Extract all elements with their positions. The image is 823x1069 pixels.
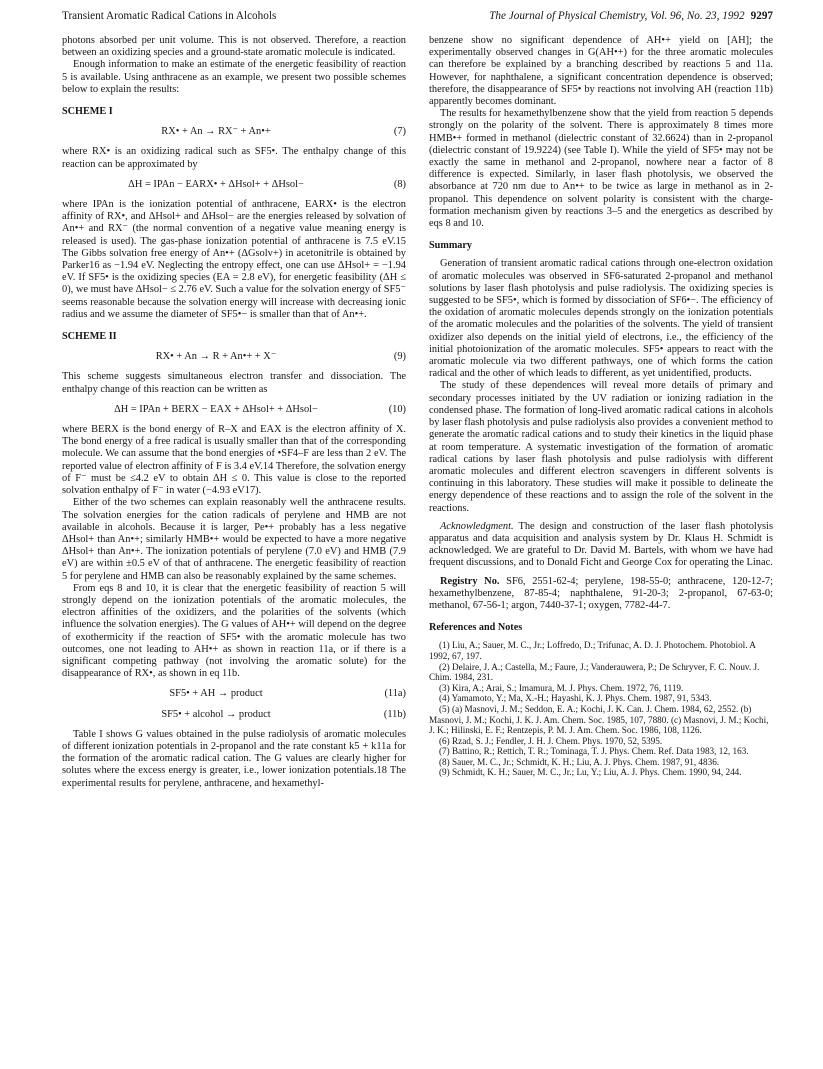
left-column	[62, 35, 406, 790]
reference-item: (3) Kira, A.; Arai, S.; Imamura, M. J. Phys. Chem. 1972, 76, 1119.	[439, 682, 684, 693]
paragraph: Table I shows G values obtained in the pulse radiolysis of aromatic molecules of different ionization potentials in 2-propanol and the rate constant k5 + k11a for the formation of the aromatic radical cation. The G values are clearly higher for solutes where the excess energy is greater, i.e., lower ionization potentials.18 The experimental results for perylene, anthracene, and hexamethyl-	[62, 728, 406, 789]
summary-heading: Summary	[429, 240, 473, 252]
running-header	[62, 10, 773, 28]
scheme-heading: SCHEME II	[62, 331, 117, 343]
equation	[62, 404, 406, 416]
scheme-heading: SCHEME I	[62, 106, 113, 118]
equation-body: ΔH = IPAn + BERX − EAX + ΔHsol+ + ΔHsol−	[114, 403, 318, 415]
paragraph: where IPAn is the ionization potential of anthracene, EARX• is the electron affinity of RX•, and ΔHsol+ and ΔHsol− are the energies released by solvation of An•+ and RX⁻ (the normal convention of a negative value meaning energy is released is used). The gas-phase ionization potential of anthracene is 7.5 eV.15 The Gibbs solvation free energy of An•+ (ΔGsolv+) in acetonitrile is obtained by Parker16 as −1.94 eV. Neglecting the entropy effect, one can use ΔHsol+ = −1.94 eV. If SF5• is the oxidizing species (EA = 2.8 eV), for energetic feasibility (ΔH ≤ 0), we must have ΔHsol− ≤ 2.76 eV. Such a value for the solvation energy of SF5⁻ seems reasonable because the solvation energy will increase with decreasing ionic radius and we assume the diameter of SF5•− is smaller than that of An•+.	[62, 199, 406, 320]
reference-item: (8) Sauer, M. C., Jr.; Schmidt, K. H.; Liu, A. J. Phys. Chem. 1987, 91, 4836.	[439, 756, 720, 767]
equation	[62, 709, 406, 721]
paragraph: This scheme suggests simultaneous electron transfer and dissociation. The enthalpy change of this reaction can be written as	[62, 371, 406, 395]
equation	[62, 688, 406, 700]
journal-citation	[489, 10, 773, 22]
paragraph: photons absorbed per unit volume. This is not observed. Therefore, a reaction between an oxidizing species and a ground-state aromatic molecule is indicated.	[62, 35, 406, 59]
reference-item: (9) Schmidt, K. H.; Sauer, M. C., Jr.; Lu, Y.; Liu, A. J. Phys. Chem. 1990, 94, 244.	[439, 767, 742, 778]
equation-number: (8)	[393, 178, 406, 190]
reference-item: (7) Battino, R.; Rettich, T. R.; Tominaga, T. J. Phys. Chem. Ref. Data 1983, 12, 163.	[439, 746, 749, 757]
paragraph: From eqs 8 and 10, it is clear that the energetic feasibility of reaction 5 will strongly depend on the ionization potentials of the aromatic molecules, the electron affinities of the oxidizers, and the polarities of the solvents (which influence the solvation energies). The G values of AH•+ will depend on the degree of exothermicity if the reaction of SF5• with the aromatic molecule has two outcomes, one not leading to AH•+ as shown in reaction 11a, or if there is a significant competing pathway (not involving the aromatic solute) for the disappearance of RX•, as shown in eq 11b.	[62, 582, 406, 680]
registry-heading: Registry No.	[440, 575, 500, 587]
acknowledgment-text: The design and construction of the laser flash photolysis apparatus and data acquisition and analysis system by Dr. Klaus H. Schmidt is acknowledged. We are grateful to Dr. David M. Bartels, with whom we have had frequent discussions, and to Donald Ficht and George Cox for operating the Linac.	[429, 520, 773, 569]
equation-number: (10)	[388, 403, 406, 415]
equation-number: (9)	[393, 351, 406, 363]
reference-item: (2) Delaire, J. A.; Castella, M.; Faure, J.; Vanderauwera, P.; De Schryver, F. C. Nouv. J. Chim. 1984, 231.	[429, 661, 760, 683]
references-heading: References and Notes	[429, 622, 523, 634]
acknowledgment	[429, 521, 773, 570]
paragraph: The results for hexamethylbenzene show that the yield from reaction 5 depends strongly on the polarity of the solvent. There is approximately 8 times more HMB•+ formed in methanol (dielectric constant of 32.6624) than in 2-propanol (dielectric constant of 19.9224) (see Table I). While the yield of SF5• may not be exactly the same in methanol and 2-propanol, nowhere near a factor of 8 difference is expected. Similarly, in laser flash photolysis, we observed the absorbance at 720 nm due to An•+ to be twice as large in methanol as in 2-propanol. This dependence on solvent polarity is consistent with the charge-formation mechanism given by reactions 3–5 and the energetics as described by eqs 8 and 10.	[429, 108, 773, 230]
reference-list	[429, 640, 773, 778]
equation-body: RX• + An → R + An•+ + X⁻	[155, 351, 277, 363]
equation-number: (11b)	[383, 708, 406, 720]
reference-item: (4) Yamamoto, Y.; Ma, X.-H.; Hayashi, K. J. Phys. Chem. 1987, 91, 5343.	[439, 693, 712, 704]
paragraph: benzene show no significant dependence of AH•+ yield on [AH]; the experimentally observed changes in G(AH•+) for the three aromatic molecules can therefore be explained by a branching described by reactions 5 and 11a. However, for naphthalene, a significant concentration dependence is observed; therefore, the disappearance of SF5• by reactions not involving AH (reaction 11b) apparently becomes dominant.	[429, 35, 773, 108]
equation-body: SF5• + AH → product	[169, 688, 263, 700]
running-title: Transient Aromatic Radical Cations in Alcohols	[62, 10, 277, 22]
registry-text: SF6, 2551-62-4; perylene, 198-55-0; anthracene, 120-12-7; hexamethylbenzene, 87-85-4; naphthalene, 91-20-3; 2-propanol, 67-63-0; methanol, 67-56-1; argon, 7440-37-1; oxygen, 7782-44-7.	[429, 575, 773, 611]
journal-name: The Journal of Physical Chemistry, Vol. 96, No. 23, 1992	[489, 10, 745, 22]
equation-body: RX• + An → RX⁻ + An•+	[161, 126, 271, 138]
reference-item: (6) Rzad, S. J.; Fendler, J. H. J. Chem. Phys. 1970, 52, 5395.	[439, 735, 663, 746]
paragraph: where RX• is an oxidizing radical such as SF5•. The enthalpy change of this reaction can be approximated by	[62, 146, 406, 170]
paragraph: Generation of transient aromatic radical cations through one-electron oxidation of aromatic molecules was observed in SF6-saturated 2-propanol and methanol solutions by laser flash photolysis and pulse radiolysis. The oxidizing species is suggested to be SF5•, which is formed by dissociation of SF6•−. The efficiency of the oxidation of aromatic molecules depends strongly on the ionization potentials of the aromatic molecules and the polarities of the solvents. The yield of transient oxidizer also depends on the initial yield of electrons, i.e., the efficiency of the initial photoionization of the aromatic molecules. SF5• appears to react with the aromatic molecule via two different pathways, one of which forms the cation radical and the other of which leads to different, as yet unidentified, products.	[429, 258, 773, 380]
paragraph: where BERX is the bond energy of R–X and EAX is the electron affinity of X. The bond energy of a free radical is usually smaller than that of the corresponding molecule. We can assume that the bond energies of •SF4–F are less than 2 eV. The reported value of electron affinity of F is 3.4 eV.14 Therefore, the solvation energy of F⁻ must be ≤4.2 eV to obtain ΔH ≤ 0. This value is close to the reported solvation enthalpy of F⁻ in water (−4.93 eV17).	[62, 424, 406, 497]
equation-number: (11a)	[384, 688, 406, 700]
reference-item: (1) Liu, A.; Sauer, M. C., Jr.; Loffredo, D.; Trifunac, A. D. J. Photochem. Photobiol. A 1992, 67, 197.	[429, 640, 756, 661]
reference-item: (5) (a) Masnovi, J. M.; Seddon, E. A.; Kochi, J. K. Can. J. Chem. 1984, 62, 2552. (b) Masnovi, J. M.; Kochi, J. K. J. Am. Chem. Soc. 1985, 107, 7880. (c) Masnovi, J. M.; Kochi, J. K.; Hilinski, E. F.; Rentzepis, P. M. J. Am. Chem. Soc. 1986, 108, 1126.	[429, 703, 769, 736]
equation-body: ΔH = IPAn − EARX• + ΔHsol+ + ΔHsol−	[128, 178, 304, 190]
equation-body: SF5• + alcohol → product	[161, 708, 271, 720]
registry-numbers	[429, 576, 773, 613]
paragraph: Enough information to make an estimate of the energetic feasibility of reaction 5 is available. Using anthracene as an example, we present two possible schemes below to explain the results:	[62, 59, 406, 95]
paragraph: Either of the two schemes can explain reasonably well the anthracene results. The solvation energies for the cation radicals of perylene and HMB are not available in alcohols. Because it is larger, Pe•+ probably has a less negative ΔHsol+ than An•+; similarly HMB•+ would be expected to have a more negative ΔHsol+ than An•+. The ionization potentials of perylene (7.0 eV) and HMB (7.9 eV) are within ±0.5 eV of that of anthracene. The energetic feasibility of reaction 5 for perylene and HMB can also be reasonably explained by the same schemes.	[62, 497, 406, 582]
acknowledgment-heading: Acknowledgment.	[440, 520, 514, 532]
page-number: 9297	[750, 10, 773, 22]
equation	[62, 126, 406, 138]
equation-number: (7)	[393, 126, 406, 138]
equation	[62, 351, 406, 363]
paragraph: The study of these dependences will reveal more details of primary and secondary processes initiated by the UV radiation or ionizing radiation in the condensed phase. The formation of long-lived aromatic radical cations in alcohols by laser flash photolysis and pulse radiolysis also provides a convenient method to generate the aromatic radical cations and to study their kinetics in the liquid phase at room temperature. A systematic investigation of the formation of aromatic radical cations by laser flash photolysis and pulse radiolysis with different aromatic molecules and different electron scavengers in different solvents is continuing in this laboratory. These studies will make it possible to delineate the energy dependence of these reactions and to assign the role of the solvent in the reactions.	[429, 380, 773, 514]
right-column	[429, 35, 773, 778]
equation	[62, 179, 406, 191]
